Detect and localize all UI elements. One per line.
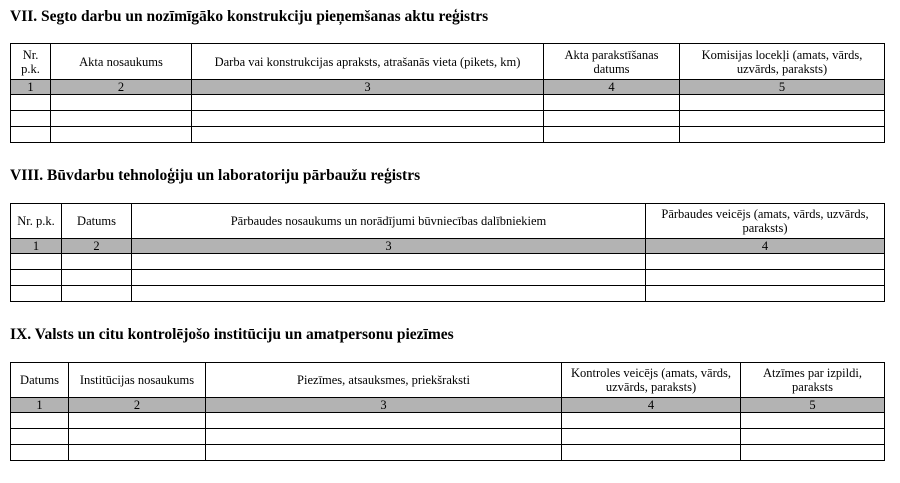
column-number: 2: [62, 239, 132, 254]
empty-cell[interactable]: [51, 95, 192, 111]
column-number-row: [11, 398, 885, 413]
header-test-performer: Pārbaudes veicējs (amats, vārds, uzvārds, paraksts): [646, 204, 885, 239]
column-number: 1: [11, 80, 51, 95]
column-number: 4: [544, 80, 680, 95]
column-number: 1: [11, 398, 69, 413]
header-execution-marks: Atzīmes par izpildi, paraksts: [741, 363, 885, 398]
table-row: [11, 127, 885, 143]
empty-cell[interactable]: [544, 127, 680, 143]
table-row: [11, 111, 885, 127]
empty-cell[interactable]: [206, 413, 562, 429]
table-row: [11, 254, 885, 270]
empty-cell[interactable]: [562, 413, 741, 429]
empty-cell[interactable]: [192, 127, 544, 143]
header-act-name: Akta nosaukums: [51, 44, 192, 80]
header-row: [11, 204, 885, 239]
column-number: 2: [51, 80, 192, 95]
empty-cell[interactable]: [51, 111, 192, 127]
empty-cell[interactable]: [206, 445, 562, 461]
empty-cell[interactable]: [69, 429, 206, 445]
column-number: 5: [680, 80, 885, 95]
empty-cell[interactable]: [741, 413, 885, 429]
column-number: 3: [206, 398, 562, 413]
header-row: [11, 363, 885, 398]
empty-cell[interactable]: [646, 254, 885, 270]
header-commission-members: Komisijas locekļi (amats, vārds, uzvārds, paraksts): [680, 44, 885, 80]
empty-cell[interactable]: [680, 95, 885, 111]
empty-cell[interactable]: [69, 413, 206, 429]
column-number-row: [11, 239, 885, 254]
section-ix-title: IX. Valsts un citu kontrolējošo institūciju un amatpersonu piezīmes: [10, 326, 454, 343]
column-number: 1: [11, 239, 62, 254]
column-number: 4: [562, 398, 741, 413]
empty-cell[interactable]: [544, 95, 680, 111]
header-work-description: Darba vai konstrukcijas apraksts, atrašanās vieta (pikets, km): [192, 44, 544, 80]
header-nr-pk: Nr. p.k.: [11, 44, 51, 80]
column-number: 3: [192, 80, 544, 95]
table-row: [11, 429, 885, 445]
table-row: [11, 270, 885, 286]
empty-cell[interactable]: [62, 286, 132, 302]
empty-cell[interactable]: [51, 127, 192, 143]
column-number: 3: [132, 239, 646, 254]
empty-cell[interactable]: [646, 286, 885, 302]
empty-cell[interactable]: [11, 445, 69, 461]
header-nr-pk: Nr. p.k.: [11, 204, 62, 239]
empty-cell[interactable]: [11, 95, 51, 111]
empty-cell[interactable]: [11, 254, 62, 270]
empty-cell[interactable]: [562, 429, 741, 445]
empty-cell[interactable]: [62, 254, 132, 270]
table-row: [11, 95, 885, 111]
empty-cell[interactable]: [741, 445, 885, 461]
header-signing-date: Akta parakstīšanas datums: [544, 44, 680, 80]
header-test-name: Pārbaudes nosaukums un norādījumi būvniecības dalībniekiem: [132, 204, 646, 239]
header-date: Datums: [11, 363, 69, 398]
empty-cell[interactable]: [11, 111, 51, 127]
empty-cell[interactable]: [69, 445, 206, 461]
empty-cell[interactable]: [192, 111, 544, 127]
empty-cell[interactable]: [192, 95, 544, 111]
empty-cell[interactable]: [11, 270, 62, 286]
empty-cell[interactable]: [11, 127, 51, 143]
empty-cell[interactable]: [741, 429, 885, 445]
empty-cell[interactable]: [11, 429, 69, 445]
header-institution-name: Institūcijas nosaukums: [69, 363, 206, 398]
header-row: [11, 44, 885, 80]
empty-cell[interactable]: [646, 270, 885, 286]
column-number: 2: [69, 398, 206, 413]
column-number-row: [11, 80, 885, 95]
acceptance-acts-register-table: [10, 43, 885, 143]
technology-lab-tests-register-table: [10, 203, 885, 302]
column-number: 4: [646, 239, 885, 254]
header-date: Datums: [62, 204, 132, 239]
empty-cell[interactable]: [562, 445, 741, 461]
table-row: [11, 286, 885, 302]
column-number: 5: [741, 398, 885, 413]
inspection-notes-register-table: [10, 362, 885, 461]
empty-cell[interactable]: [132, 254, 646, 270]
section-vii-title: VII. Segto darbu un nozīmīgāko konstrukciju pieņemšanas aktu reģistrs: [10, 8, 489, 25]
empty-cell[interactable]: [544, 111, 680, 127]
header-inspector: Kontroles veicējs (amats, vārds, uzvārds, paraksts): [562, 363, 741, 398]
empty-cell[interactable]: [680, 111, 885, 127]
empty-cell[interactable]: [206, 429, 562, 445]
empty-cell[interactable]: [132, 270, 646, 286]
empty-cell[interactable]: [132, 286, 646, 302]
empty-cell[interactable]: [11, 286, 62, 302]
empty-cell[interactable]: [62, 270, 132, 286]
table-row: [11, 413, 885, 429]
table-row: [11, 445, 885, 461]
section-viii-title: VIII. Būvdarbu tehnoloģiju un laboratoriju pārbaužu reģistrs: [10, 167, 421, 184]
header-notes: Piezīmes, atsauksmes, priekšraksti: [206, 363, 562, 398]
empty-cell[interactable]: [11, 413, 69, 429]
empty-cell[interactable]: [680, 127, 885, 143]
